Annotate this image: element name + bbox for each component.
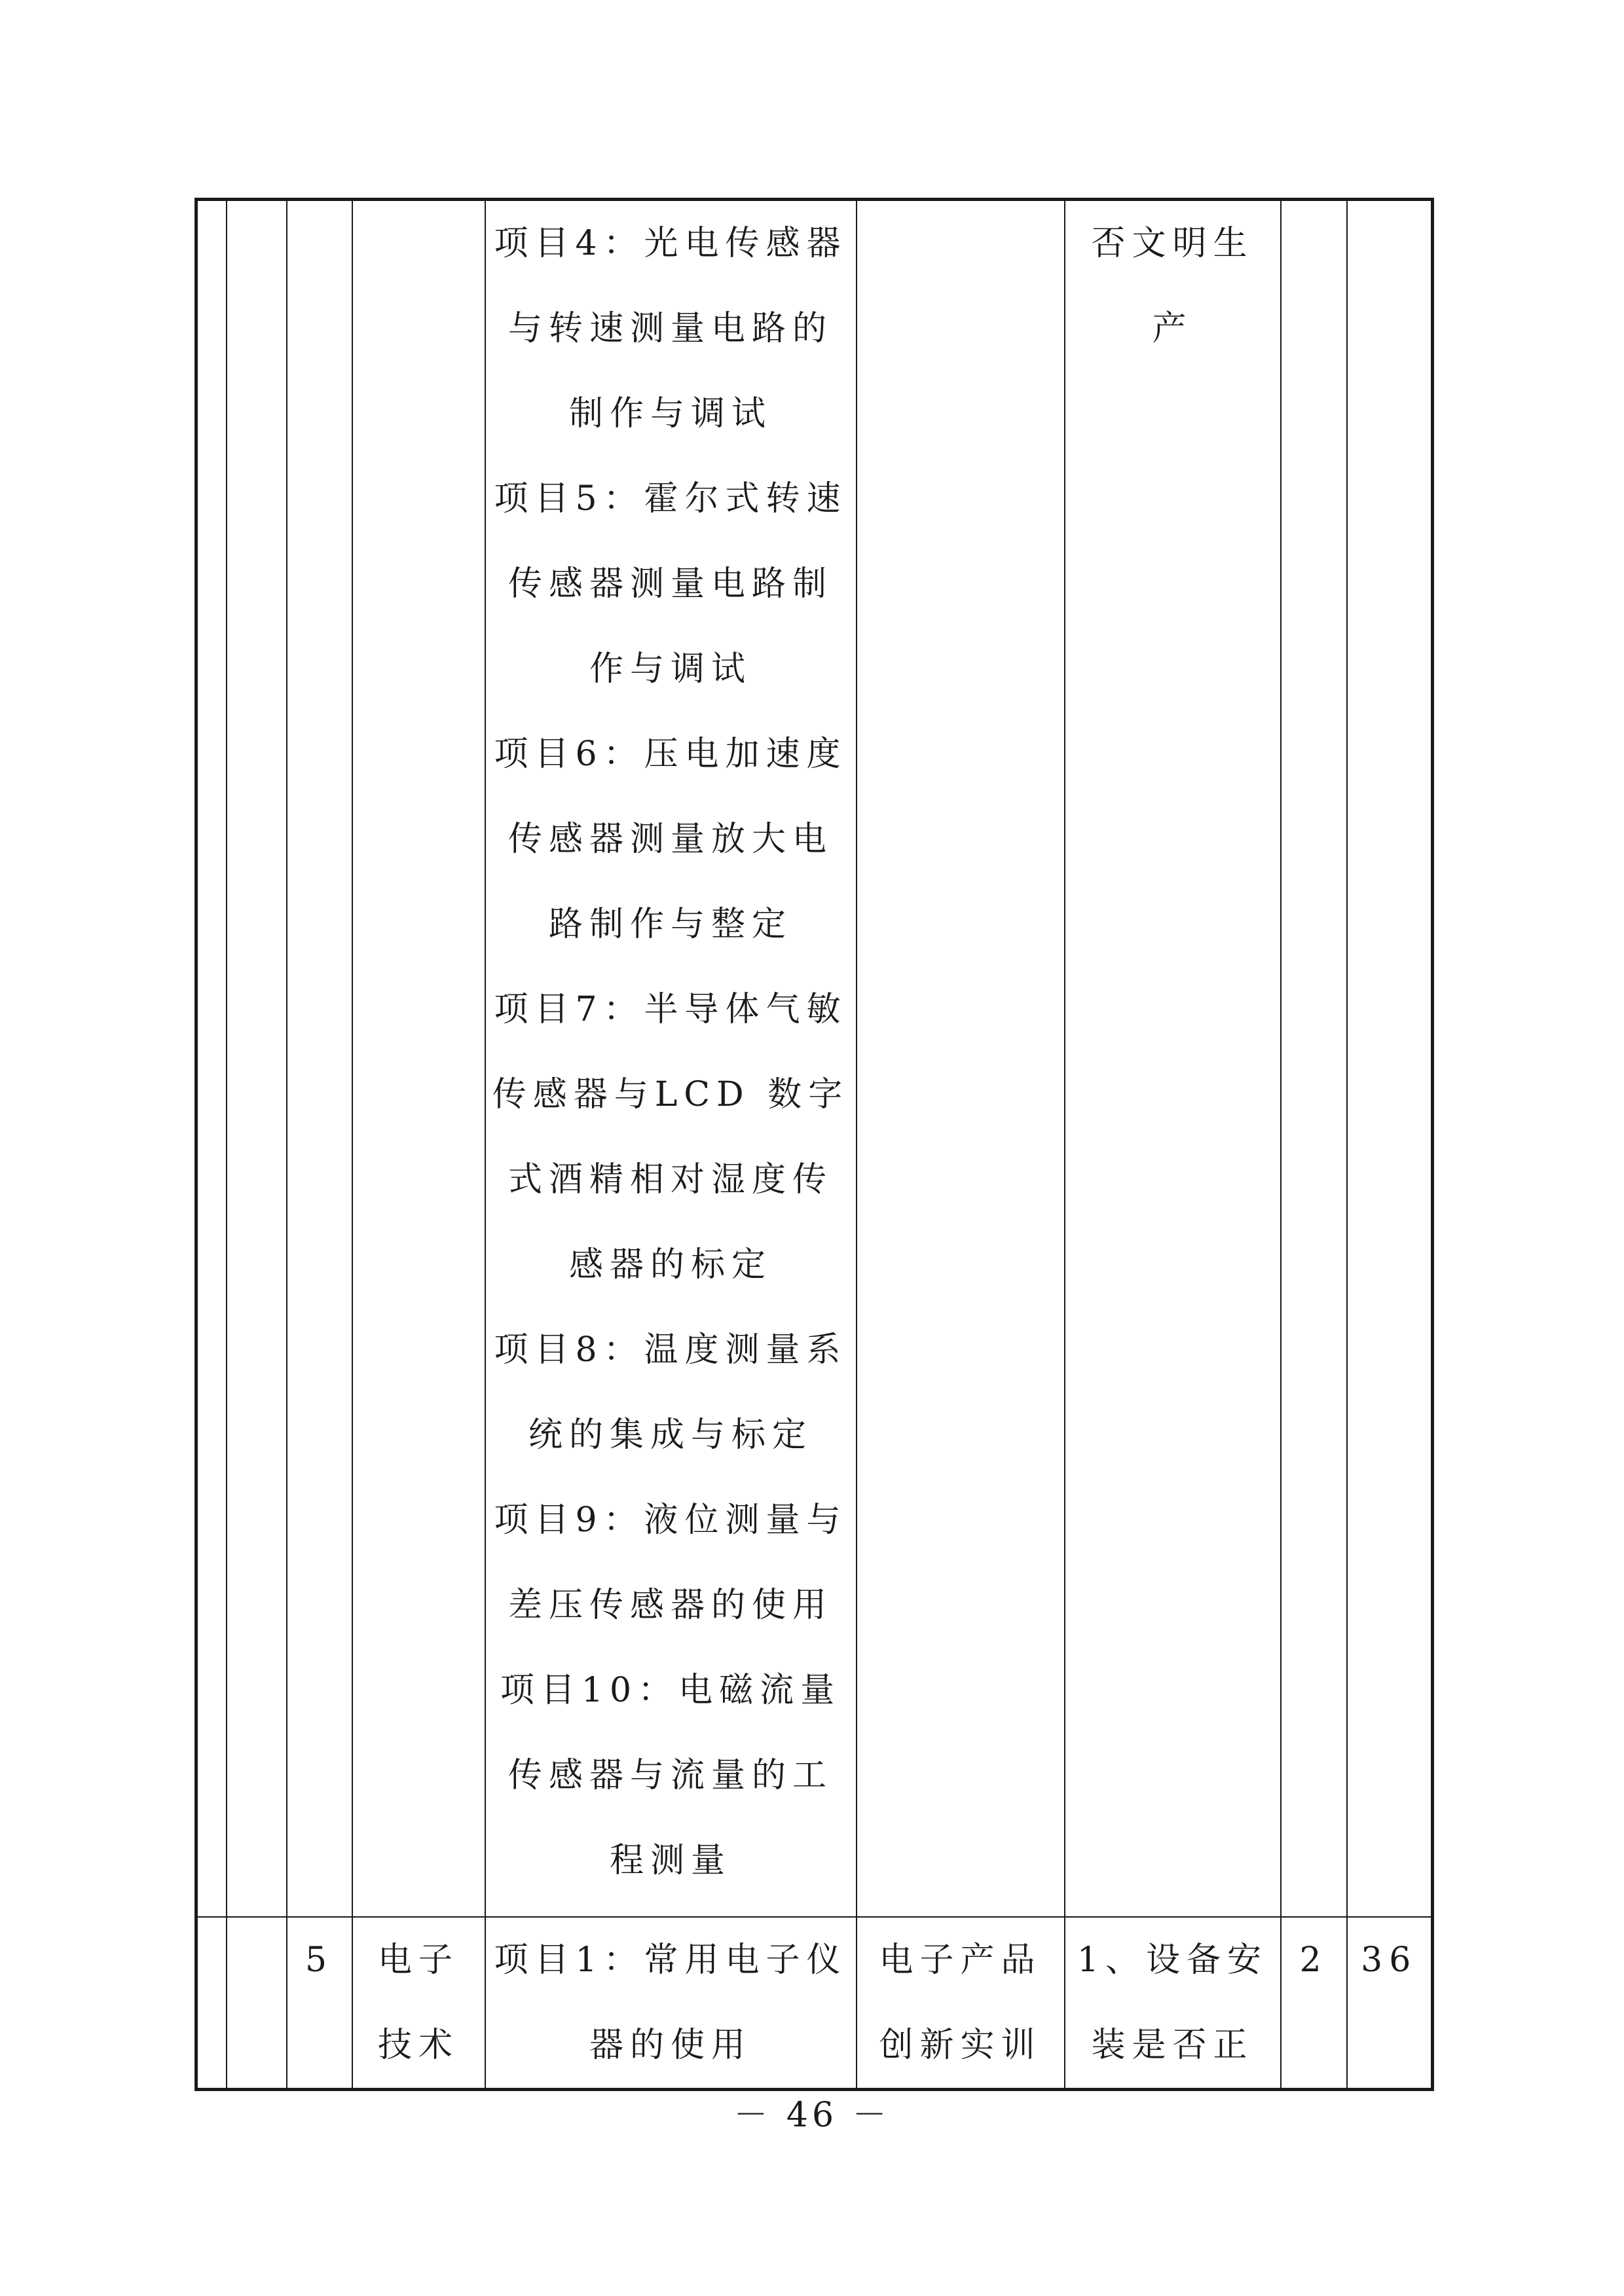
content-line: 项目5：霍尔式转速 bbox=[494, 479, 847, 519]
content-line: 传感器测量放大电 bbox=[507, 820, 833, 859]
content-line: 项目4：光电传感器 bbox=[494, 224, 847, 263]
content-line: 作与调试 bbox=[589, 649, 752, 689]
course-name-cell bbox=[352, 200, 485, 1918]
content-cell bbox=[485, 1917, 857, 2090]
training-line: 创新实训 bbox=[879, 2026, 1042, 2065]
page-number: － 46 － bbox=[733, 2096, 891, 2135]
content-line: 传感器测量电路制 bbox=[507, 564, 833, 604]
training-line: 电子产品 bbox=[879, 1941, 1042, 1980]
index-cell bbox=[287, 200, 352, 1918]
course-name-line: 技术 bbox=[377, 2026, 459, 2065]
content-line: 与转速测量电路的 bbox=[507, 309, 833, 348]
margin-cell bbox=[196, 1917, 227, 2090]
content-line: 传感器与LCD 数字 bbox=[492, 1075, 849, 1114]
table-row bbox=[196, 200, 1433, 1918]
assessment-cell bbox=[1065, 200, 1281, 1918]
assessment-line: 1、设备安 bbox=[1077, 1941, 1268, 1980]
credits-cell bbox=[1281, 200, 1347, 1918]
content-line: 项目8：温度测量系 bbox=[494, 1330, 847, 1370]
content-line: 程测量 bbox=[609, 1841, 731, 1880]
content-line: 项目6：压电加速度 bbox=[494, 735, 847, 774]
content-line: 路制作与整定 bbox=[548, 905, 792, 944]
course-table bbox=[194, 198, 1434, 2091]
training-cell bbox=[857, 1917, 1065, 2090]
content-line: 统的集成与标定 bbox=[528, 1415, 813, 1455]
margin-cell bbox=[196, 200, 227, 1918]
assessment-line: 否文明生 bbox=[1091, 224, 1254, 263]
content-line: 项目9：液位测量与 bbox=[494, 1501, 847, 1540]
content-line: 式酒精相对湿度传 bbox=[507, 1160, 833, 1199]
hours-cell: 36 bbox=[1347, 1917, 1433, 2090]
content-line: 项目1：常用电子仪 bbox=[494, 1941, 847, 1980]
content-cell bbox=[485, 200, 857, 1918]
category-cell bbox=[227, 200, 287, 1918]
content-line: 项目7：半导体气敏 bbox=[494, 990, 847, 1029]
category-cell bbox=[227, 1917, 287, 2090]
content-line: 差压传感器的使用 bbox=[507, 1586, 833, 1625]
table-row bbox=[196, 1917, 1433, 2090]
content-line: 传感器与流量的工 bbox=[507, 1756, 833, 1795]
content-line: 器的使用 bbox=[589, 2026, 752, 2065]
assessment-line: 装是否正 bbox=[1091, 2026, 1254, 2065]
course-name-cell bbox=[352, 1917, 485, 2090]
course-name-line: 电子 bbox=[377, 1941, 459, 1980]
content-line: 感器的标定 bbox=[568, 1245, 772, 1285]
hours-cell bbox=[1347, 200, 1433, 1918]
assessment-line: 产 bbox=[1152, 309, 1193, 348]
assessment-cell bbox=[1065, 1917, 1281, 2090]
content-line: 制作与调试 bbox=[568, 394, 772, 433]
credits-cell: 2 bbox=[1281, 1917, 1347, 2090]
index-cell: 5 bbox=[287, 1917, 352, 2090]
training-cell bbox=[857, 200, 1065, 1918]
content-line: 项目10：电磁流量 bbox=[500, 1671, 841, 1710]
